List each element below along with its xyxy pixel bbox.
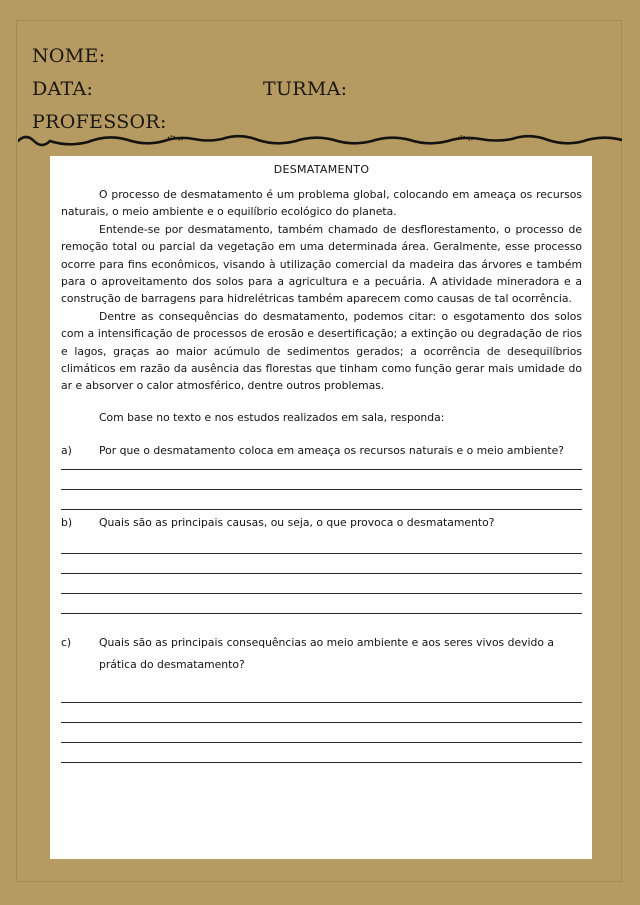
answer-line[interactable] xyxy=(61,573,582,574)
question-c-letter: c) xyxy=(61,636,72,650)
answer-lines-c xyxy=(61,702,582,763)
nome-row xyxy=(32,40,592,73)
answer-line[interactable] xyxy=(61,742,582,743)
question-c xyxy=(61,632,582,676)
worksheet-title: DESMATAMENTO xyxy=(273,163,370,176)
nome-label: NOME: xyxy=(32,45,106,67)
data-label: DATA: xyxy=(32,78,94,100)
question-c-text: Quais são as principais consequências ao meio ambiente e aos seres vivos devido a prática do desmatamento? xyxy=(99,636,554,672)
answer-line[interactable] xyxy=(61,593,582,594)
answer-line[interactable] xyxy=(61,762,582,763)
professor-label: PROFESSOR: xyxy=(32,111,167,133)
paragraph-1: O processo de desmatamento é um problema global, colocando em ameaça os recursos naturais, o meio ambiente e o equilíbrio ecológico do planeta. xyxy=(61,188,582,219)
question-b-text: Quais são as principais causas, ou seja, o que provoca o desmatamento? xyxy=(99,515,495,529)
answer-line[interactable] xyxy=(61,613,582,614)
instruction-prompt: Com base no texto e nos estudos realizados em sala, responda: xyxy=(99,410,445,424)
paragraph-3: Dentre as consequências do desmatamento, podemos citar: o esgotamento dos solos com a intensificação de processos de erosão e desertificação; a extinção ou degradação de rios e lagos, graças ao maior acúmulo de sedimentos gerados; a ocorrência de desequilíbrios climáticos em razão da ausência das florestas que tinham como função gerar mais umidade do ar e absorver o calor atmosférico, dentre outros problemas. xyxy=(61,309,582,393)
question-b xyxy=(61,514,582,531)
question-a-text: Por que o desmatamento coloca em ameaça os recursos naturais e o meio ambiente? xyxy=(99,444,564,458)
answer-line[interactable] xyxy=(61,489,582,490)
wavy-divider xyxy=(18,130,622,152)
student-header xyxy=(32,40,592,139)
answer-lines-a xyxy=(61,469,582,510)
question-a-letter: a) xyxy=(61,444,72,458)
data-turma-row xyxy=(32,73,592,106)
paragraph-2: Entende-se por desmatamento, também chamado de desflorestamento, o processo de remoção total ou parcial da vegetação em uma determinada área. Geralmente, esse processo ocorre para fins econômicos, visando à utilização comercial da madeira das árvores e também para o aproveitamento dos solos para a agricultura e a pecuária. A atividade mineradora e a construção de barragens para hidrelétricas também aparecem como causas de tal ocorrência. xyxy=(61,222,582,306)
answer-line[interactable] xyxy=(61,722,582,723)
turma-label: TURMA: xyxy=(263,78,348,100)
answer-line[interactable] xyxy=(61,702,582,703)
answer-line[interactable] xyxy=(61,509,582,510)
answer-line[interactable] xyxy=(61,469,582,470)
answer-line[interactable] xyxy=(61,553,582,554)
question-b-letter: b) xyxy=(61,515,73,529)
answer-lines-b xyxy=(61,553,582,614)
question-a xyxy=(61,442,582,459)
worksheet xyxy=(50,156,592,859)
